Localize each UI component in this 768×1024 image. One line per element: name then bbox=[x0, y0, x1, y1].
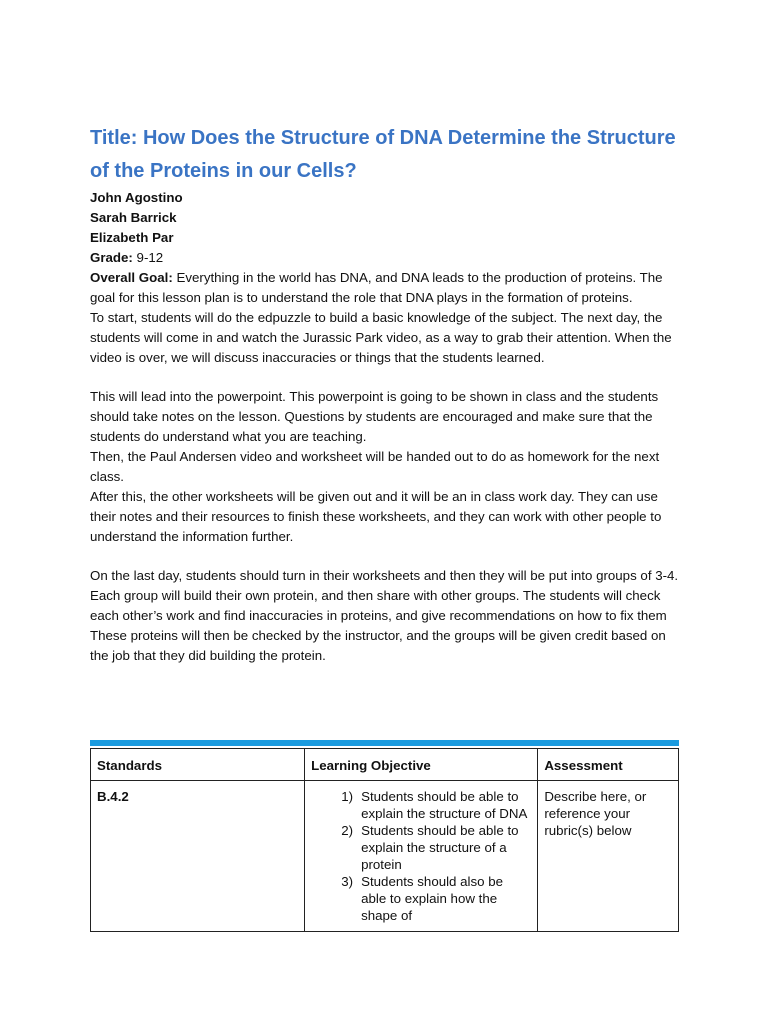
header-learning-objective: Learning Objective bbox=[305, 749, 538, 781]
goal-text: Everything in the world has DNA, and DNA leads to the production of proteins. The goal for this lesson plan is to understand the role that DNA plays in the formation of proteins. bbox=[90, 270, 663, 305]
objectives-list bbox=[311, 788, 531, 924]
header-standards: Standards bbox=[91, 749, 305, 781]
body-paragraph: On the last day, students should turn in their worksheets and then they will be put into groups of 3-4. Each group will build their own protein, and then share with other groups. The students will check each other’s work and find inaccuracies in proteins, and give recommendations on how to fix them bbox=[90, 568, 679, 623]
author-name: Elizabeth Par bbox=[90, 230, 174, 245]
table-row bbox=[91, 781, 679, 932]
goal-label: Overall Goal: bbox=[90, 270, 173, 285]
body-paragraph: These proteins will then be checked by the instructor, and the groups will be given credit based on the job that they did building the protein. bbox=[90, 628, 666, 663]
list-item: 3) Students should also be able to explain how the shape of bbox=[341, 874, 504, 923]
table-header-row bbox=[91, 749, 679, 781]
grade-value: 9-12 bbox=[132, 250, 164, 265]
author-name: Sarah Barrick bbox=[90, 210, 177, 225]
body-paragraph: This will lead into the powerpoint. This powerpoint is going to be shown in class and the students should take notes on the lesson. Questions by students are encouraged and make sure that the students do understand what you are teaching. bbox=[90, 389, 659, 444]
goal-paragraph bbox=[90, 268, 680, 308]
assessment-cell: Describe here, or reference your rubric(s) below bbox=[538, 781, 679, 932]
body-paragraph: Then, the Paul Andersen video and worksheet will be handed out to do as homework for the next class. bbox=[90, 449, 660, 484]
author-name: John Agostino bbox=[90, 190, 183, 205]
list-item: 1) Students should be able to explain the structure of DNA bbox=[341, 789, 528, 821]
grade-line bbox=[90, 248, 680, 268]
list-item: 2) Students should be able to explain the structure of a protein bbox=[341, 823, 519, 872]
document-title: Title: How Does the Structure of DNA Determine the Structure of the Proteins in our Cells? bbox=[90, 127, 676, 182]
table-top-rule bbox=[90, 740, 679, 746]
grade-label: Grade: bbox=[90, 250, 133, 265]
document-body bbox=[90, 188, 680, 666]
objectives-cell bbox=[305, 781, 538, 932]
standard-code: B.4.2 bbox=[91, 781, 305, 932]
body-paragraph: After this, the other worksheets will be given out and it will be an in class work day. They can use their notes and their resources to finish these worksheets, and they can work with other people to understand the information further. bbox=[90, 489, 662, 544]
standards-table bbox=[90, 748, 679, 932]
header-assessment: Assessment bbox=[538, 749, 679, 781]
body-paragraph: To start, students will do the edpuzzle to build a basic knowledge of the subject. The next day, the students will come in and watch the Jurassic Park video, as a way to grab their attention. When the video is over, we will discuss inaccuracies or things that the students learned. bbox=[90, 310, 672, 365]
